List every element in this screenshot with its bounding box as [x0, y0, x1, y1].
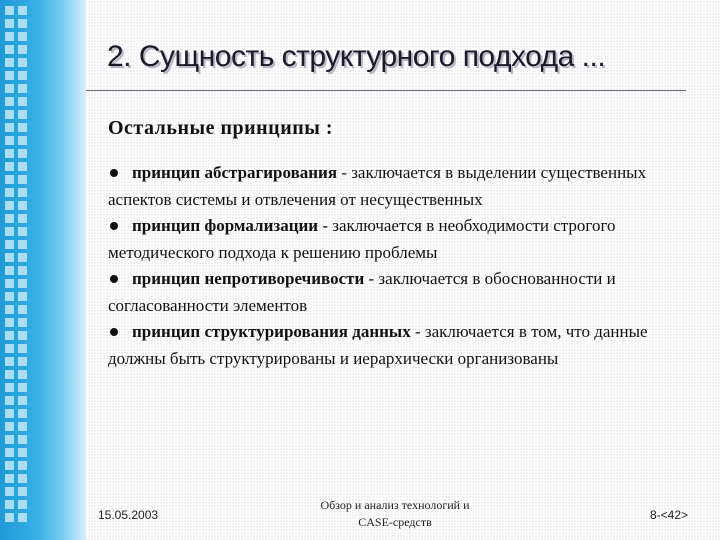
strip-square — [18, 318, 27, 327]
strip-square — [5, 292, 14, 301]
strip-square — [18, 214, 27, 223]
strip-pattern — [5, 6, 27, 534]
strip-square — [18, 305, 27, 314]
strip-square — [18, 474, 27, 483]
principle-term: принцип абстрагирования — [132, 163, 338, 182]
strip-square — [5, 448, 14, 457]
strip-square — [18, 162, 27, 171]
slide-subheading: Остальные принципы : — [108, 117, 334, 139]
principle-term: принцип непротиворечивости — [132, 269, 365, 288]
strip-square — [5, 32, 14, 41]
strip-square — [18, 71, 27, 80]
strip-square — [5, 396, 14, 405]
strip-square — [5, 513, 14, 522]
left-decorative-strip — [0, 0, 86, 540]
strip-square — [5, 84, 14, 93]
strip-square — [5, 240, 14, 249]
principle-description: - заключается в обоснованности и согласованности элементов — [108, 269, 616, 315]
strip-square — [18, 175, 27, 184]
strip-square — [5, 331, 14, 340]
strip-square — [5, 175, 14, 184]
strip-square — [5, 370, 14, 379]
strip-square — [18, 110, 27, 119]
bullet-icon — [110, 328, 118, 336]
strip-square — [18, 461, 27, 470]
strip-square — [5, 136, 14, 145]
principle-description: - заключается в том, что данные должны быть структурированы и иерархически организованы — [108, 322, 648, 368]
strip-square — [18, 344, 27, 353]
strip-square — [5, 110, 14, 119]
page-number: 8-<42> — [650, 508, 689, 522]
strip-square — [5, 357, 14, 366]
strip-square — [18, 331, 27, 340]
strip-square — [5, 149, 14, 158]
strip-square — [5, 500, 14, 509]
strip-square — [5, 19, 14, 28]
strip-square — [5, 318, 14, 327]
strip-square — [5, 422, 14, 431]
strip-square — [5, 409, 14, 418]
strip-square — [18, 383, 27, 392]
strip-square — [18, 6, 27, 15]
strip-square — [18, 19, 27, 28]
strip-square — [5, 305, 14, 314]
strip-square — [5, 487, 14, 496]
strip-square — [5, 201, 14, 210]
strip-square — [5, 162, 14, 171]
strip-square — [18, 292, 27, 301]
strip-square — [5, 266, 14, 275]
strip-square — [18, 149, 27, 158]
strip-square — [18, 227, 27, 236]
title-divider — [86, 90, 686, 91]
strip-square — [18, 487, 27, 496]
strip-square — [18, 136, 27, 145]
footer-title-line: CASE-средств — [358, 515, 432, 529]
strip-square — [18, 279, 27, 288]
strip-square — [18, 201, 27, 210]
strip-square — [5, 6, 14, 15]
strip-square — [18, 253, 27, 262]
strip-square — [18, 422, 27, 431]
strip-square — [18, 123, 27, 132]
strip-square — [5, 435, 14, 444]
strip-square — [5, 344, 14, 353]
strip-square — [18, 357, 27, 366]
footer-title — [295, 497, 495, 531]
strip-square — [5, 188, 14, 197]
strip-square — [5, 253, 14, 262]
strip-square — [18, 500, 27, 509]
slide-title: 2. Сущность структурного подхода ... — [107, 40, 606, 73]
principles-list — [108, 160, 694, 372]
strip-square — [18, 409, 27, 418]
strip-square — [5, 123, 14, 132]
bullet-icon — [110, 275, 118, 283]
strip-square — [5, 279, 14, 288]
strip-square — [18, 448, 27, 457]
strip-square — [18, 240, 27, 249]
strip-square — [18, 188, 27, 197]
list-item — [108, 266, 694, 319]
bullet-icon — [110, 169, 118, 177]
footer-date: 15.05.2003 — [98, 508, 159, 522]
strip-square — [18, 84, 27, 93]
strip-square — [18, 97, 27, 106]
principle-term: принцип структурирования данных — [132, 322, 411, 341]
strip-square — [18, 370, 27, 379]
principle-description: - заключается в выделении существенных аспектов системы и отвлечения от несущественных — [108, 163, 647, 209]
strip-square — [5, 45, 14, 54]
strip-square — [18, 435, 27, 444]
list-item — [108, 319, 694, 372]
strip-square — [5, 474, 14, 483]
strip-square — [5, 97, 14, 106]
strip-square — [18, 266, 27, 275]
list-item — [108, 213, 694, 266]
strip-square — [5, 214, 14, 223]
footer-title-line: Обзор и анализ технологий и — [320, 498, 470, 512]
principle-description: - заключается в необходимости строгого методического подхода к решению проблемы — [108, 216, 616, 262]
strip-square — [18, 513, 27, 522]
strip-square — [5, 227, 14, 236]
strip-square — [5, 383, 14, 392]
strip-square — [18, 45, 27, 54]
list-item — [108, 160, 694, 213]
bullet-icon — [110, 222, 118, 230]
strip-square — [5, 461, 14, 470]
strip-square — [18, 58, 27, 67]
strip-square — [5, 58, 14, 67]
strip-square — [5, 71, 14, 80]
strip-square — [18, 396, 27, 405]
principle-term: принцип формализации — [132, 216, 319, 235]
strip-square — [18, 32, 27, 41]
